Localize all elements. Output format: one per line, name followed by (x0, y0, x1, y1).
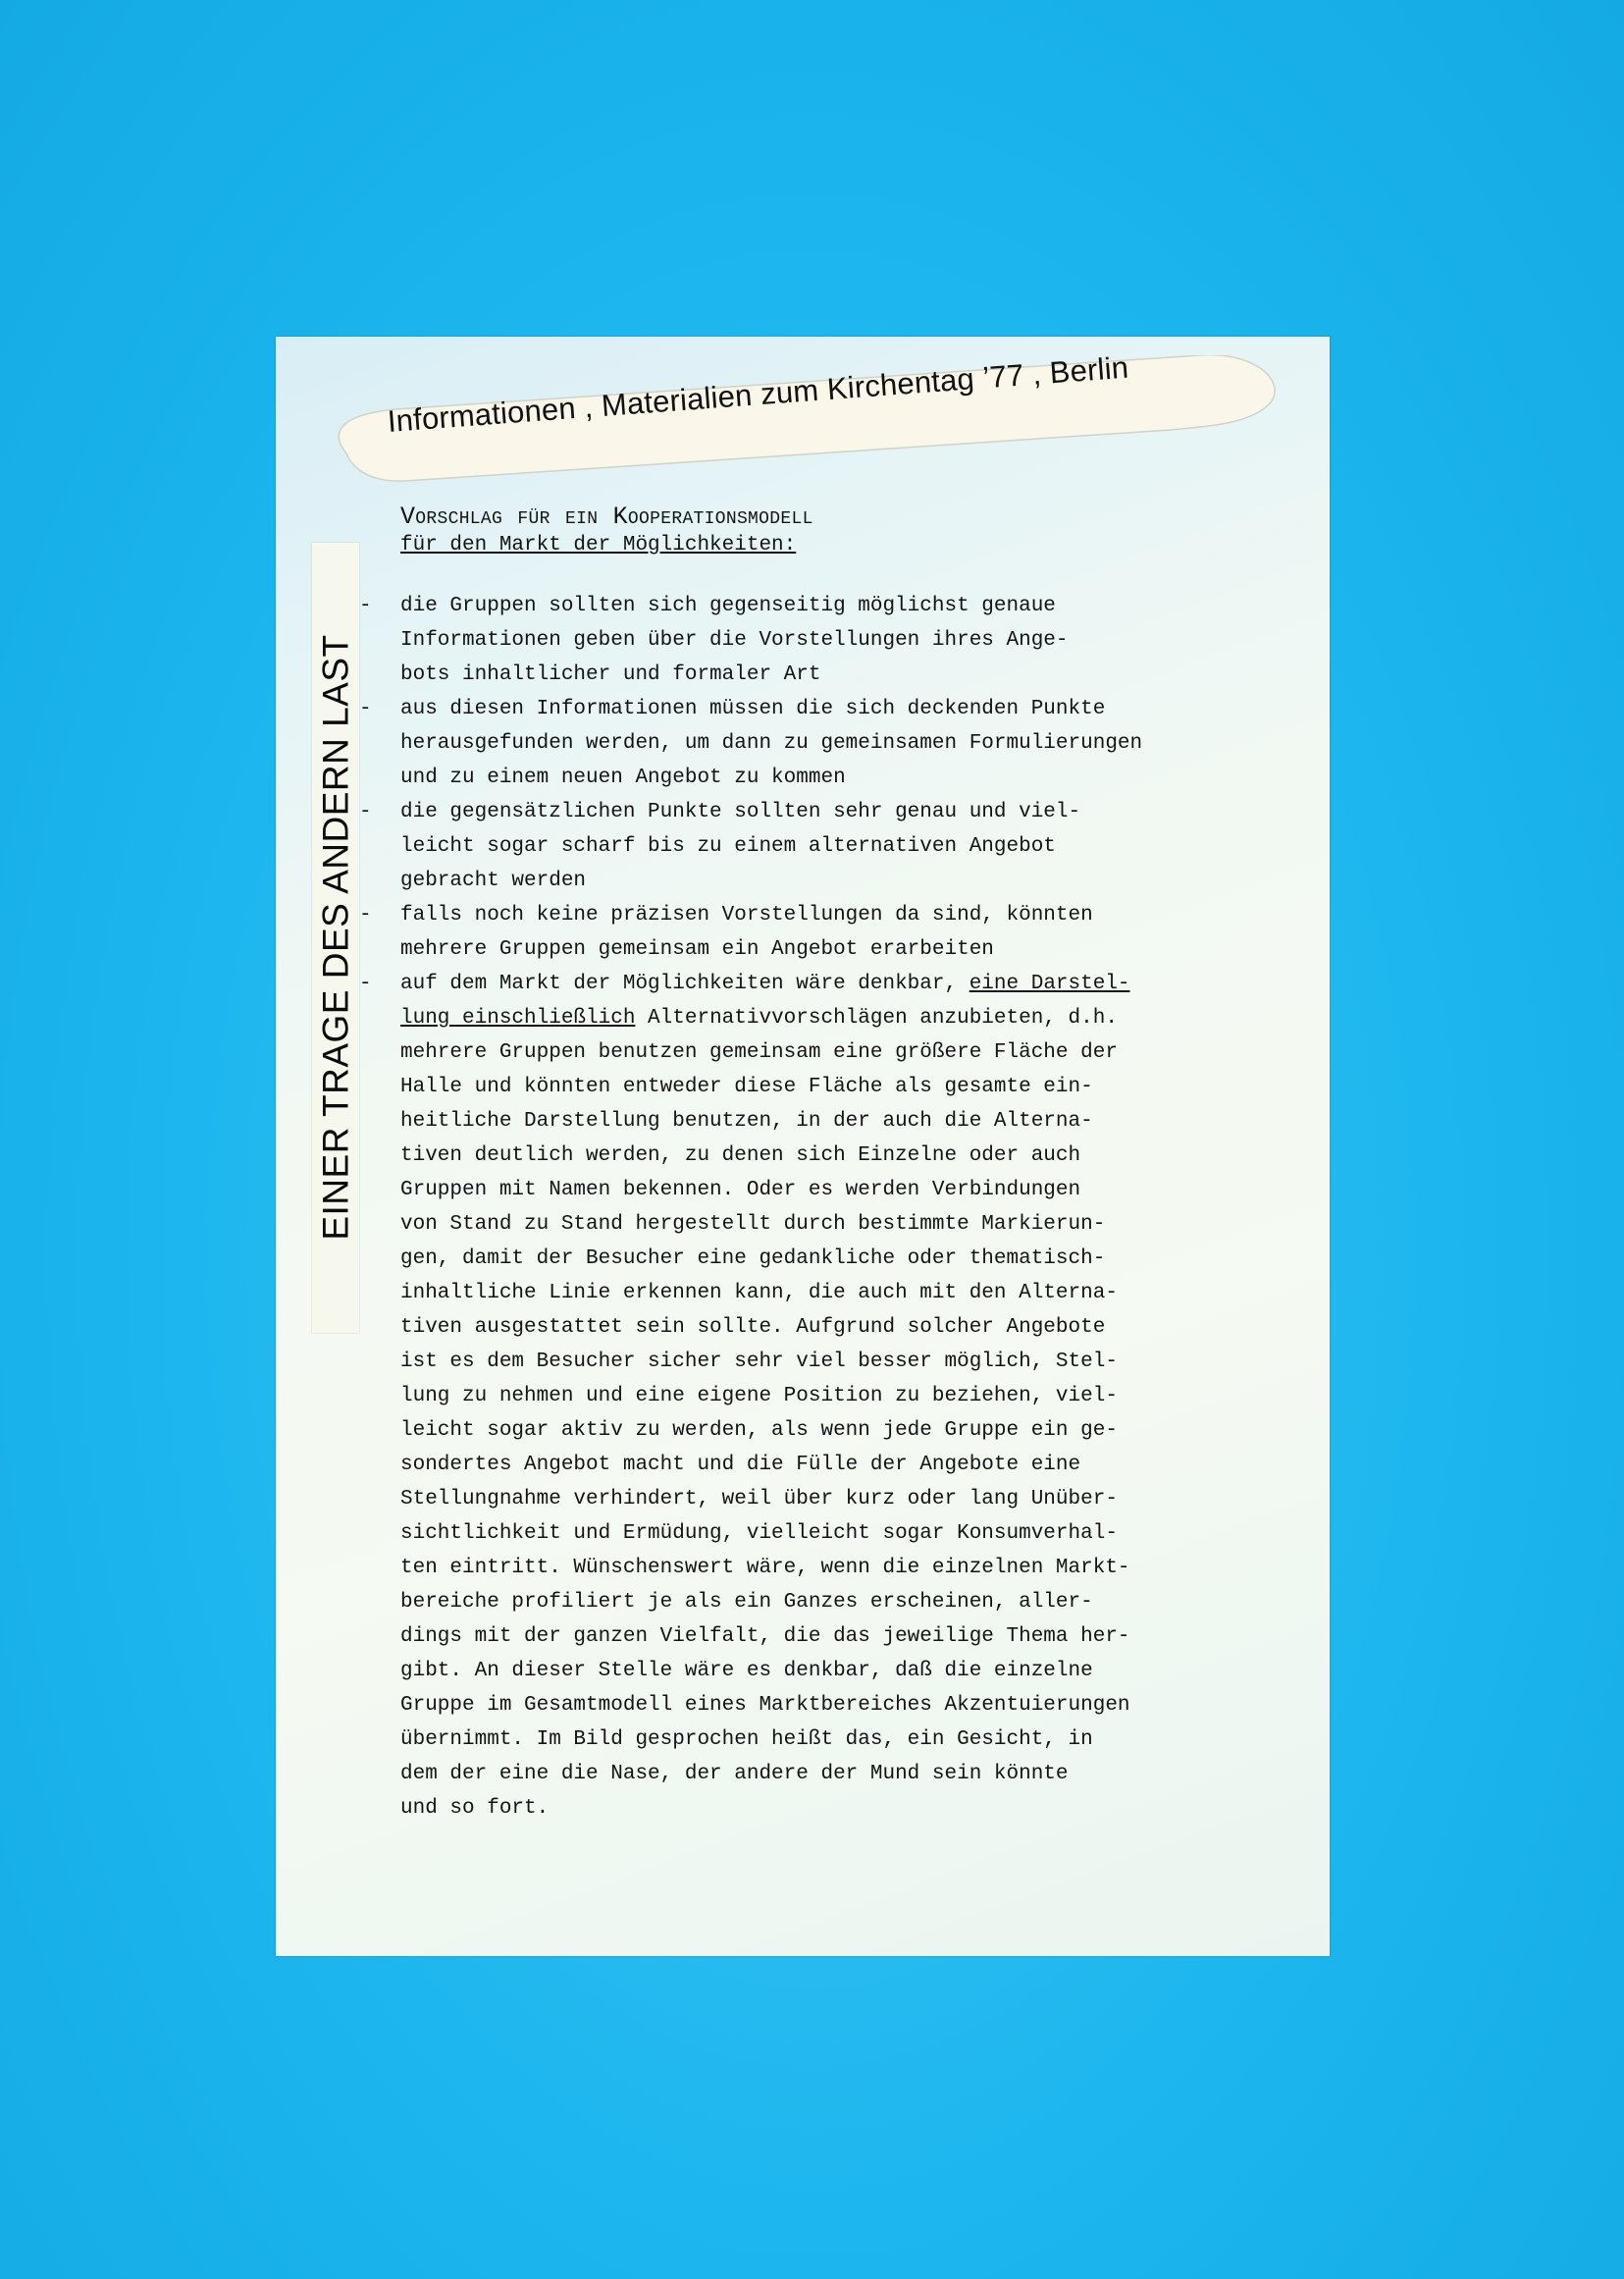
paragraph-lines (400, 1035, 1283, 1826)
text-line: bereiche profiliert je als ein Ganzes erscheinen, aller- (400, 1591, 1093, 1614)
text-line: leicht sogar aktiv zu werden, als wenn jede Gruppe ein ge- (400, 1419, 1118, 1442)
bullet-dash: - (359, 595, 372, 617)
list-item (359, 967, 1283, 1826)
text-line: Halle und könnten entweder diese Fläche als gesamte ein- (400, 1076, 1093, 1098)
text-line: die Gruppen sollten sich gegenseitig möglichst genaue (400, 595, 1056, 617)
text-line: die gegensätzlichen Punkte sollten sehr genau und viel- (400, 801, 1081, 823)
text-line: aus diesen Informationen müssen die sich deckenden Punkte (400, 698, 1106, 720)
header-banner (327, 349, 1288, 485)
list-item (359, 898, 1283, 967)
text-line: mehrere Gruppen benutzen gemeinsam eine größere Fläche der (400, 1041, 1118, 1064)
document-heading: Vorschlag für ein Kooperationsmodell (400, 503, 813, 531)
text-line: dings mit der ganzen Vielfalt, die das jeweilige Thema her- (400, 1625, 1130, 1648)
side-label-strip (312, 543, 359, 1333)
text-segment: auf dem Markt der Möglichkeiten wäre denkbar, (400, 973, 969, 995)
text-line: herausgefunden werden, um dann zu gemeinsamen Formulierungen (400, 732, 1143, 755)
text-line: heitliche Darstellung benutzen, in der auch die Alterna- (400, 1110, 1093, 1133)
bullet-list (359, 589, 1283, 967)
banner-title: Informationen , Materialien zum Kirchentag ’77 , Berlin (386, 349, 1130, 439)
text-line: und so fort. (400, 1797, 550, 1820)
text-line: übernimmt. Im Bild gesprochen heißt das, ein Gesicht, in (400, 1728, 1093, 1751)
bullet-dash: - (359, 801, 372, 823)
list-item (359, 692, 1283, 795)
text-segment: Alternativvorschlägen anzubieten, d.h. (635, 1007, 1118, 1030)
document-body (359, 503, 1283, 1826)
text-line: tiven ausgestattet sein sollte. Aufgrund solcher Angebote (400, 1316, 1106, 1339)
text-line: dem der eine die Nase, der andere der Mund sein könnte (400, 1763, 1069, 1785)
document-subheading: für den Markt der Möglichkeiten: (400, 534, 797, 556)
text-line: sichtlichkeit und Ermüdung, vielleicht sogar Konsumverhal- (400, 1522, 1118, 1545)
side-label: EINER TRAGE DES ANDERN LAST (315, 634, 356, 1241)
text-line: mehrere Gruppen gemeinsam ein Angebot erarbeiten (400, 938, 994, 961)
list-item (359, 795, 1283, 898)
text-line: bots inhaltlicher und formaler Art (400, 663, 821, 686)
bullet-dash: - (359, 973, 372, 995)
underlined-text: lung einschließlich (400, 1007, 636, 1030)
text-line: Gruppen mit Namen bekennen. Oder es werden Verbindungen (400, 1179, 1081, 1201)
text-line: und zu einem neuen Angebot zu kommen (400, 767, 846, 789)
text-line (400, 1001, 1283, 1035)
text-line: tiven deutlich werden, zu denen sich Einzelne oder auch (400, 1144, 1081, 1167)
text-line: ten eintritt. Wünschenswert wäre, wenn die einzelnen Markt- (400, 1557, 1130, 1579)
text-line: gen, damit der Besucher eine gedankliche oder thematisch- (400, 1247, 1106, 1270)
bullet-dash: - (359, 904, 372, 927)
text-line: Informationen geben über die Vorstellungen ihres Ange- (400, 629, 1069, 652)
bullet-dash: - (359, 698, 372, 720)
text-line: von Stand zu Stand hergestellt durch bestimmte Markierun- (400, 1213, 1106, 1236)
underlined-text: eine Darstel- (969, 973, 1130, 995)
text-line: sondertes Angebot macht und die Fülle der Angebote eine (400, 1454, 1081, 1476)
text-line: Gruppe im Gesamtmodell eines Marktbereiches Akzentuierungen (400, 1694, 1130, 1717)
text-line (400, 967, 1283, 1001)
text-line: leicht sogar scharf bis zu einem alternativen Angebot (400, 835, 1056, 858)
text-line: Stellungnahme verhindert, weil über kurz oder lang Unüber- (400, 1488, 1118, 1510)
text-line: inhaltliche Linie erkennen kann, die auch mit den Alterna- (400, 1282, 1118, 1304)
text-line: lung zu nehmen und eine eigene Position zu beziehen, viel- (400, 1385, 1118, 1407)
list-item (359, 589, 1283, 692)
text-line: falls noch keine präzisen Vorstellungen da sind, könnten (400, 904, 1093, 927)
text-line: gebracht werden (400, 870, 587, 892)
text-line: ist es dem Besucher sicher sehr viel besser möglich, Stel- (400, 1351, 1118, 1373)
text-line: gibt. An dieser Stelle wäre es denkbar, daß die einzelne (400, 1660, 1093, 1682)
